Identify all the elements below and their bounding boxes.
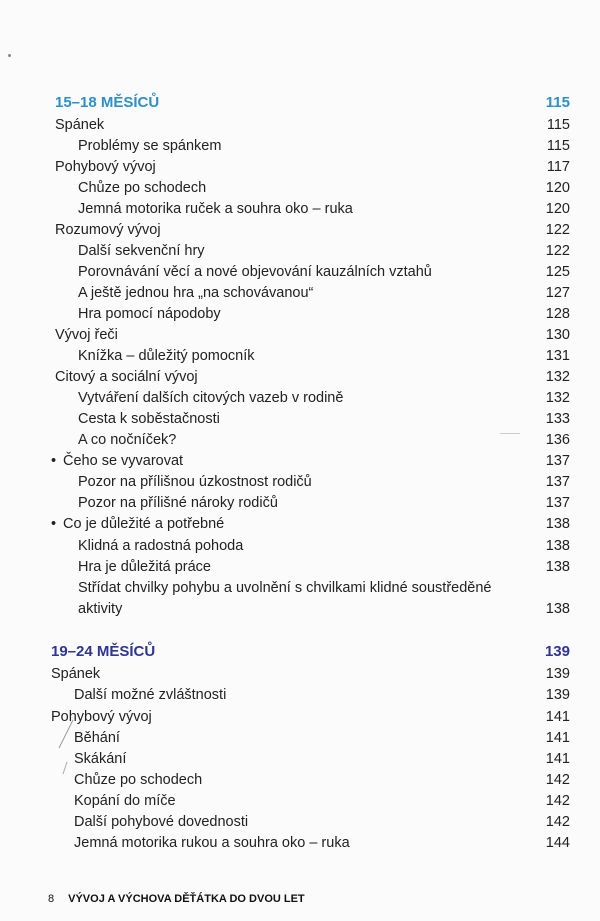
entry-title: Knížka – důležitý pomocník: [78, 348, 255, 364]
footer-book-title: VÝVOJ A VÝCHOVA DĚŤÁTKA DO DVOU LET: [68, 893, 305, 905]
entry-page: 125: [545, 264, 570, 280]
entry-page: 130: [545, 327, 570, 343]
entry-page: 115: [546, 138, 570, 154]
scan-speck: [8, 54, 11, 57]
entry-page: 137: [545, 474, 570, 490]
entry-title: Klidná a radostná pohoda: [78, 538, 244, 554]
bullet-icon: •: [51, 516, 57, 532]
entry-page: 141: [545, 751, 570, 767]
entry-title: Vytváření dalších citových vazeb v rodině: [78, 390, 344, 406]
entry-title: Střídat chvilky pohybu a uvolnění s chvilkami klidné soustředěné: [78, 580, 492, 596]
entry-title: Jemná motorika ruček a souhra oko – ruka: [78, 201, 353, 217]
entry-page: 115: [546, 117, 570, 133]
entry-page: 117: [546, 159, 570, 175]
entry-page: 142: [545, 793, 570, 809]
entry-title: aktivity: [78, 601, 123, 617]
entry-title: Hra je důležitá práce: [78, 559, 211, 575]
entry-page: 138: [545, 601, 570, 617]
entry-page: 138: [545, 516, 570, 532]
pencil-mark: [55, 718, 77, 778]
page-footer: [48, 893, 305, 905]
entry-page: 139: [545, 687, 570, 703]
entry-page: 142: [545, 814, 570, 830]
entry-title: Pohybový vývoj: [55, 159, 156, 175]
entry-title: Spánek: [51, 666, 101, 682]
entry-page: 122: [545, 243, 570, 259]
entry-title-wrap: [51, 515, 224, 533]
entry-title: Cesta k soběstačnosti: [78, 411, 220, 427]
entry-page: 120: [545, 201, 570, 217]
entry-title: Spánek: [55, 117, 105, 133]
entry-title: Pozor na přílišnou úzkostnost rodičů: [78, 474, 312, 490]
bullet-icon: •: [51, 453, 57, 469]
section-page: 115: [545, 94, 570, 111]
entry-page: 127: [545, 285, 570, 301]
entry-title: Rozumový vývoj: [55, 222, 161, 238]
entry-page: 141: [545, 709, 570, 725]
entry-title: Kopání do míče: [74, 793, 176, 809]
entry-title: Další sekvenční hry: [78, 243, 205, 259]
entry-page: 131: [545, 348, 570, 364]
entry-title: Chůze po schodech: [78, 180, 207, 196]
entry-title: A co nočníček?: [78, 432, 177, 448]
entry-title: Běhání: [74, 730, 120, 746]
entry-page: 132: [545, 390, 570, 406]
section-title: 19–24 MĚSÍCŮ: [51, 643, 156, 660]
entry-page: 144: [545, 835, 570, 851]
entry-page: 133: [545, 411, 570, 427]
entry-page: 138: [545, 559, 570, 575]
entry-title: Chůze po schodech: [74, 772, 203, 788]
entry-page: 137: [545, 495, 570, 511]
entry-page: 128: [545, 306, 570, 322]
entry-title: Pozor na přílišné nároky rodičů: [78, 495, 278, 511]
entry-page: 141: [545, 730, 570, 746]
entry-title: Pohybový vývoj: [51, 709, 152, 725]
entry-title: Vývoj řeči: [55, 327, 118, 343]
entry-page: 132: [545, 369, 570, 385]
entry-page: 137: [545, 453, 570, 469]
entry-page: 136: [545, 432, 570, 448]
entry-title: Co je důležité a potřebné: [63, 516, 225, 532]
scan-speck: [500, 433, 520, 434]
entry-page: 122: [545, 222, 570, 238]
entry-title: Další pohybové dovednosti: [74, 814, 249, 830]
entry-title: Čeho se vyvarovat: [63, 453, 184, 469]
section-page: 139: [544, 643, 570, 660]
entry-page: 139: [545, 666, 570, 682]
entry-title: Další možné zvláštnosti: [74, 687, 227, 703]
entry-title: Skákání: [74, 751, 127, 767]
footer-page-number: 8: [48, 893, 55, 905]
entry-page: 142: [545, 772, 570, 788]
entry-page: 138: [545, 538, 570, 554]
entry-title: Porovnávání věcí a nové objevování kauzálních vztahů: [78, 264, 432, 280]
section-title: 15–18 MĚSÍCŮ: [55, 94, 160, 111]
entry-page: 120: [545, 180, 570, 196]
entry-title: Hra pomocí nápodoby: [78, 306, 221, 322]
entry-title: A ještě jednou hra „na schovávanou“: [78, 285, 314, 301]
entry-title: Problémy se spánkem: [78, 138, 222, 154]
entry-title: Citový a sociální vývoj: [55, 369, 198, 385]
entry-title-wrap: [51, 452, 183, 470]
entry-title: Jemná motorika rukou a souhra oko – ruka: [74, 835, 350, 851]
